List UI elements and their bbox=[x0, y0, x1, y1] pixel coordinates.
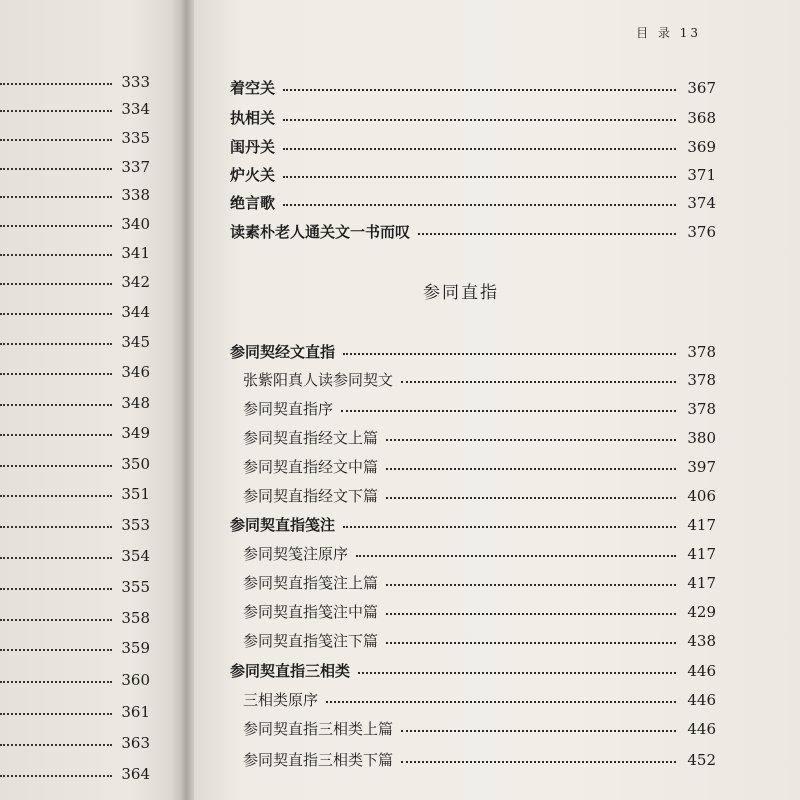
left-toc-row bbox=[0, 762, 150, 786]
toc-entry-page: 446 bbox=[687, 662, 716, 680]
leader-dots bbox=[0, 557, 112, 559]
toc-entry bbox=[230, 600, 716, 624]
leader-dots bbox=[0, 83, 112, 85]
toc-entry bbox=[230, 76, 716, 100]
leader-dots bbox=[356, 555, 676, 557]
leader-dots bbox=[0, 283, 112, 285]
toc-entry-title: 闺丹关 bbox=[230, 138, 276, 156]
leader-dots bbox=[0, 649, 112, 651]
toc-entry bbox=[230, 191, 716, 215]
page-number: 338 bbox=[121, 186, 150, 204]
page-number: 342 bbox=[121, 273, 150, 291]
leader-dots bbox=[0, 775, 112, 777]
section-heading: 参同直指 bbox=[423, 283, 499, 303]
page-header: 目 录 13 bbox=[636, 26, 701, 40]
left-toc-row bbox=[0, 452, 150, 476]
leader-dots bbox=[0, 373, 112, 375]
toc-entry bbox=[230, 455, 716, 479]
leader-dots bbox=[283, 148, 676, 150]
toc-entry bbox=[230, 220, 716, 244]
leader-dots bbox=[401, 730, 676, 732]
page-number: 340 bbox=[121, 215, 150, 233]
left-page bbox=[0, 0, 186, 800]
toc-entry-title: 参同契直指三相类上篇 bbox=[243, 720, 394, 738]
toc-entry-title: 参同契直指经文中篇 bbox=[243, 458, 379, 476]
left-toc-row bbox=[0, 606, 150, 630]
toc-entry bbox=[230, 368, 716, 392]
leader-dots bbox=[386, 642, 676, 644]
left-toc-row bbox=[0, 700, 150, 724]
toc-entry-title: 参同契直指笺注下篇 bbox=[243, 632, 379, 650]
leader-dots bbox=[0, 225, 112, 227]
toc-entry-title: 参同契直指笺注中篇 bbox=[243, 603, 379, 621]
page-number: 364 bbox=[121, 765, 150, 783]
page-number: 358 bbox=[121, 609, 150, 627]
toc-entry-title: 炉火关 bbox=[230, 166, 276, 184]
page-number: 334 bbox=[121, 100, 150, 118]
left-toc-row bbox=[0, 575, 150, 599]
left-toc-row bbox=[0, 155, 150, 179]
toc-entry-page: 438 bbox=[687, 632, 716, 650]
toc-entry-title: 参同契直指三相类下篇 bbox=[243, 751, 394, 769]
leader-dots bbox=[386, 497, 676, 499]
left-toc-row bbox=[0, 421, 150, 445]
toc-entry-page: 417 bbox=[687, 516, 716, 534]
toc-entry-title: 张紫阳真人读参同契文 bbox=[243, 371, 394, 389]
left-toc-row bbox=[0, 482, 150, 506]
leader-dots bbox=[0, 343, 112, 345]
leader-dots bbox=[283, 176, 676, 178]
left-toc-row bbox=[0, 126, 150, 150]
leader-dots bbox=[283, 204, 676, 206]
leader-dots bbox=[0, 619, 112, 621]
page-number: 345 bbox=[121, 333, 150, 351]
toc-entry-title: 参同契笺注原序 bbox=[243, 545, 349, 563]
toc-entry-page: 371 bbox=[687, 166, 716, 184]
leader-dots bbox=[343, 526, 676, 528]
toc-entry-page: 378 bbox=[687, 343, 716, 361]
page-number: 361 bbox=[121, 703, 150, 721]
page-number: 354 bbox=[121, 547, 150, 565]
left-toc-row bbox=[0, 360, 150, 384]
toc-entry-page: 378 bbox=[687, 371, 716, 389]
toc-entry-title: 绝言歌 bbox=[230, 194, 276, 212]
toc-entry-title: 参同契经文直指 bbox=[230, 343, 336, 361]
toc-entry-page: 367 bbox=[687, 79, 716, 97]
page-number: 351 bbox=[121, 485, 150, 503]
toc-entry bbox=[230, 340, 716, 364]
leader-dots bbox=[283, 119, 676, 121]
leader-dots bbox=[401, 761, 676, 763]
toc-entry bbox=[230, 484, 716, 508]
leader-dots bbox=[0, 110, 112, 112]
leader-dots bbox=[386, 613, 676, 615]
leader-dots bbox=[358, 672, 676, 674]
toc-entry bbox=[230, 688, 716, 712]
page-number: 346 bbox=[121, 363, 150, 381]
toc-entry-page: 378 bbox=[687, 400, 716, 418]
toc-entry bbox=[230, 397, 716, 421]
toc-entry-title: 着空关 bbox=[230, 79, 276, 97]
leader-dots bbox=[0, 254, 112, 256]
toc-entry bbox=[230, 717, 716, 741]
leader-dots bbox=[386, 468, 676, 470]
toc-entry bbox=[230, 629, 716, 653]
toc-entry-title: 参同契直指笺注上篇 bbox=[243, 574, 379, 592]
toc-entry-page: 429 bbox=[687, 603, 716, 621]
leader-dots bbox=[0, 313, 112, 315]
leader-dots bbox=[0, 168, 112, 170]
toc-entry-title: 参同契直指笺注 bbox=[230, 516, 336, 534]
toc-entry-title: 参同契直指经文上篇 bbox=[243, 429, 379, 447]
leader-dots bbox=[386, 439, 676, 441]
page-number: 350 bbox=[121, 455, 150, 473]
toc-entry-page: 417 bbox=[687, 545, 716, 563]
toc-entry-title: 读素朴老人通关文一书而叹 bbox=[230, 223, 411, 241]
book-gutter bbox=[180, 0, 194, 800]
toc-entry bbox=[230, 163, 716, 187]
toc-entry-page: 397 bbox=[687, 458, 716, 476]
toc-entry-page: 368 bbox=[687, 109, 716, 127]
left-toc-row bbox=[0, 212, 150, 236]
page-number: 355 bbox=[121, 578, 150, 596]
toc-entry-title: 参同契直指经文下篇 bbox=[243, 487, 379, 505]
toc-entry-page: 406 bbox=[687, 487, 716, 505]
left-toc-row bbox=[0, 300, 150, 324]
page-number: 337 bbox=[121, 158, 150, 176]
toc-entry-page: 376 bbox=[687, 223, 716, 241]
left-toc-row bbox=[0, 241, 150, 265]
page-number: 359 bbox=[121, 639, 150, 657]
toc-entry-page: 380 bbox=[687, 429, 716, 447]
page-number: 344 bbox=[121, 303, 150, 321]
toc-entry bbox=[230, 748, 716, 772]
leader-dots bbox=[0, 681, 112, 683]
leader-dots bbox=[0, 404, 112, 406]
left-toc-row bbox=[0, 270, 150, 294]
left-toc-row bbox=[0, 731, 150, 755]
page-number: 335 bbox=[121, 129, 150, 147]
toc-entry-page: 446 bbox=[687, 720, 716, 738]
leader-dots bbox=[0, 713, 112, 715]
left-toc-row bbox=[0, 183, 150, 207]
toc-entry bbox=[230, 135, 716, 159]
leader-dots bbox=[0, 744, 112, 746]
left-toc-row bbox=[0, 330, 150, 354]
toc-entry-title: 三相类原序 bbox=[243, 691, 319, 709]
leader-dots bbox=[0, 196, 112, 198]
left-toc-row bbox=[0, 97, 150, 121]
toc-entry-page: 369 bbox=[687, 138, 716, 156]
leader-dots bbox=[341, 410, 676, 412]
left-toc-row bbox=[0, 636, 150, 660]
page-number: 333 bbox=[121, 73, 150, 91]
leader-dots bbox=[326, 701, 676, 703]
toc-entry-title: 参同契直指序 bbox=[243, 400, 334, 418]
toc-entry bbox=[230, 513, 716, 537]
left-toc-row bbox=[0, 391, 150, 415]
page-number: 348 bbox=[121, 394, 150, 412]
toc-entry bbox=[230, 426, 716, 450]
page-number: 360 bbox=[121, 671, 150, 689]
left-toc-row bbox=[0, 70, 150, 94]
toc-entry bbox=[230, 659, 716, 683]
leader-dots bbox=[386, 584, 676, 586]
page-number: 349 bbox=[121, 424, 150, 442]
toc-entry-page: 446 bbox=[687, 691, 716, 709]
page-number: 353 bbox=[121, 516, 150, 534]
toc-entry bbox=[230, 571, 716, 595]
leader-dots bbox=[343, 353, 676, 355]
leader-dots bbox=[0, 465, 112, 467]
toc-entry-page: 452 bbox=[687, 751, 716, 769]
leader-dots bbox=[0, 139, 112, 141]
toc-entry bbox=[230, 106, 716, 130]
page-number: 341 bbox=[121, 244, 150, 262]
leader-dots bbox=[283, 89, 676, 91]
left-toc-row bbox=[0, 668, 150, 692]
toc-entry-page: 417 bbox=[687, 574, 716, 592]
toc-entry bbox=[230, 542, 716, 566]
leader-dots bbox=[0, 434, 112, 436]
leader-dots bbox=[0, 526, 112, 528]
leader-dots bbox=[0, 495, 112, 497]
toc-entry-title: 参同契直指三相类 bbox=[230, 662, 351, 680]
left-toc-row bbox=[0, 513, 150, 537]
toc-entry-page: 374 bbox=[687, 194, 716, 212]
toc-entry-title: 执相关 bbox=[230, 109, 276, 127]
leader-dots bbox=[0, 588, 112, 590]
leader-dots bbox=[401, 381, 676, 383]
leader-dots bbox=[418, 233, 676, 235]
page-number: 363 bbox=[121, 734, 150, 752]
left-toc-row bbox=[0, 544, 150, 568]
